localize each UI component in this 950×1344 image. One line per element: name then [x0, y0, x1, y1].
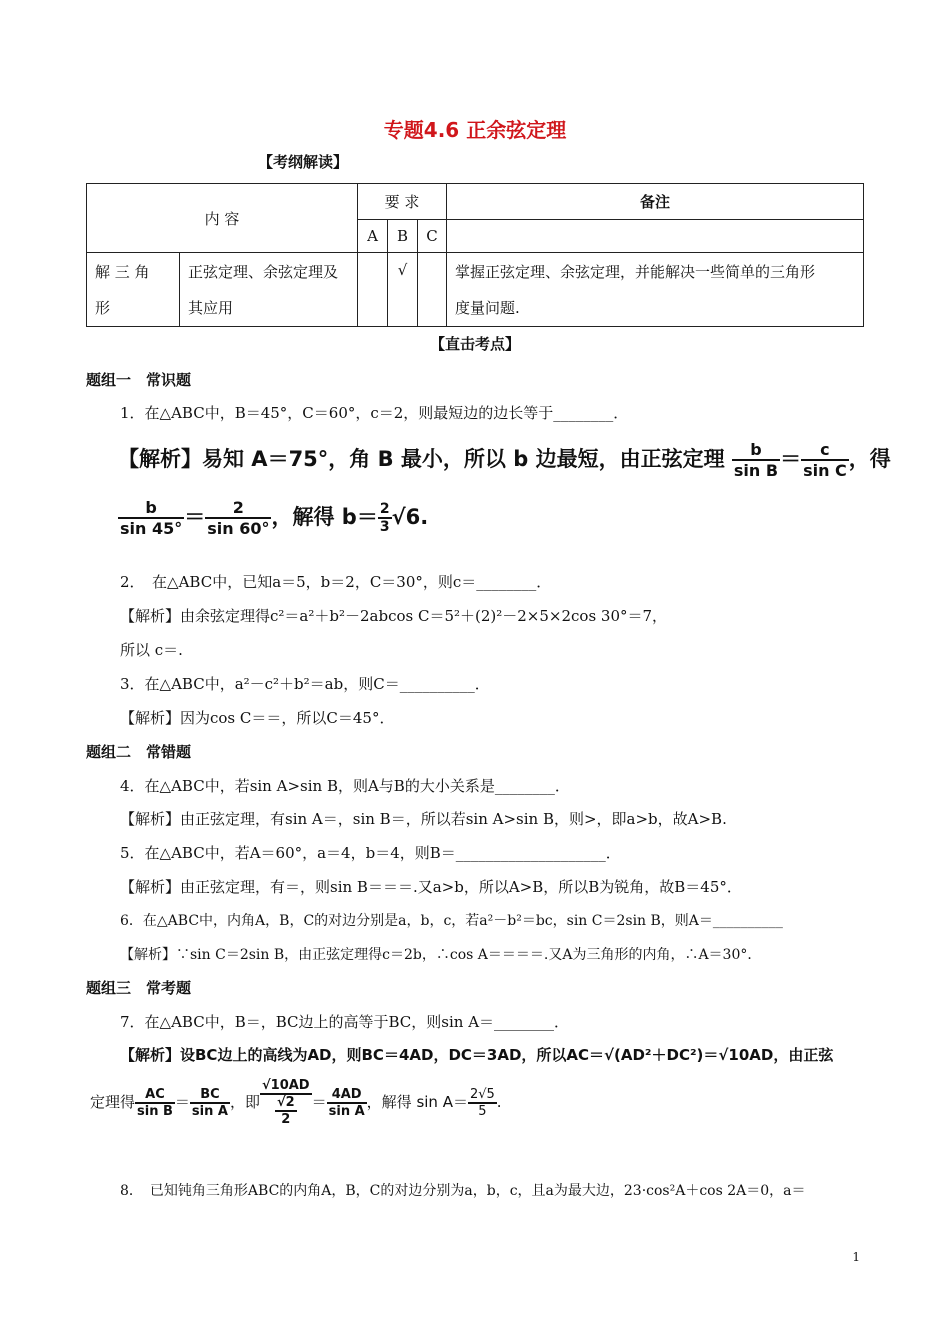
question-6: 6．在△ABC中，内角A，B，C的对边分别是a，b，c，若a²－b²＝bc，sin C＝2sin B，则A＝__________: [120, 913, 783, 929]
section-heading-outline: 【考纲解读】: [258, 153, 349, 171]
fraction-sqrt10ad: $\frac{√10AD}{\frac{√2}{2}}$: [261, 1078, 310, 1127]
answer-7-line2: 定理得 $\frac{AC}{\text{sin B}}$ ＝ $\frac{BC}{\text{sin A}}$ ，即 $\frac{√10AD}{\frac{√2}{2}}$ ＝ $\frac{4AD}{\text{sin A}}$ ，解得 sin A＝ $\frac{2√5}{5}$ .: [90, 1078, 502, 1127]
fraction-2sqrt5-5: $\frac{2√5}{5}$: [469, 1086, 495, 1119]
topic-line2: 形: [95, 298, 111, 317]
question-4: 4．在△ABC中，若sin A>sin B，则A与B的大小关系是________．: [120, 777, 570, 795]
header-note: 备注: [447, 184, 864, 220]
content-line2: 其应用: [188, 298, 234, 317]
answer-1-line1: 【解析】易知 A＝75°，角 B 最小，所以 b 边最短，由正弦定理 $\frac{b}{\text{sin B}}$ ＝ $\frac{c}{\text{sin C}}$ ，得: [118, 440, 891, 480]
question-2: 2． 在△ABC中，已知a＝5，b＝2，C＝30°，则c＝________．: [120, 573, 552, 591]
answer-7-result: ，解得 sin A＝: [366, 1093, 468, 1111]
question-7: 7．在△ABC中，B＝，BC边上的高等于BC，则sin A＝________．: [120, 1013, 570, 1031]
question-1: 1．在△ABC中，B＝45°，C＝60°，c＝2，则最短边的边长等于________．: [120, 404, 629, 422]
fraction-b-sinB: $\frac{b}{\text{sin B}}$: [733, 440, 779, 480]
question-8: 8． 已知钝角三角形ABC的内角A，B，C的对边分别为a，b，c，且a为最大边，23·cos²A＋cos 2A＝0，a＝: [120, 1183, 806, 1199]
fraction-c-sinC: $\frac{c}{\text{sin C}}$: [803, 440, 847, 480]
fraction-2-sin60: $\frac{2}{\sin 60^\circ}$: [207, 498, 270, 538]
note-cell: [447, 253, 864, 327]
answer-1-line2: $\frac{b}{\sin 45^\circ}$ ＝ $\frac{2}{\sin 60^\circ}$ ，解得 b＝ $\frac{2}{3}$ √6.: [120, 498, 429, 538]
note-line2: 度量问题.: [455, 298, 520, 317]
answer-5: 【解析】由正弦定理，有＝，则sin B＝＝＝.又a>b，所以A>B，所以B为锐角，故B＝45°．: [120, 878, 742, 896]
fraction-b-sin45: $\frac{b}{\sin 45^\circ}$: [120, 498, 183, 538]
content-line1: 正弦定理、余弦定理及: [188, 262, 339, 281]
topic-cell: [87, 253, 180, 327]
answer-7-ji: ，即: [229, 1093, 260, 1111]
group-heading-2: 题组二 常错题: [86, 743, 192, 761]
section-heading-points: 【直击考点】: [429, 335, 520, 353]
level-a: A: [358, 220, 388, 253]
header-requirement: 要 求: [358, 184, 447, 220]
answer-1-jiede: ，解得: [271, 505, 335, 529]
group-heading-3: 题组三 常考题: [86, 979, 192, 997]
page-number: 1: [852, 1250, 860, 1264]
fraction-bc-sina: $\frac{BC}{\text{sin A}}$: [191, 1086, 228, 1119]
answer-4: 【解析】由正弦定理，有sin A＝，sin B＝，所以若sin A>sin B，则>，即a>b，故A>B.: [120, 810, 727, 828]
fraction-ac-sinb: $\frac{AC}{\text{sin B}}$: [137, 1086, 173, 1119]
answer-7-line1: 【解析】设BC边上的高线为AD，则BC＝4AD，DC＝3AD，所以AC＝√(AD²＋DC²)＝√10AD，由正弦: [120, 1046, 834, 1064]
answer-1-sqrt6: √6.: [391, 505, 429, 529]
group-heading-1: 题组一 常识题: [86, 371, 192, 389]
fraction-4ad-sina: $\frac{4AD}{\text{sin A}}$: [328, 1086, 365, 1119]
answer-3: 【解析】因为cos C＝＝，所以C＝45°．: [120, 709, 395, 727]
answer-1-text: 【解析】易知 A＝75°，角 B 最小，所以 b 边最短，由正弦定理: [118, 447, 725, 471]
fraction-2-3: $\frac{2}{3}$: [379, 501, 390, 535]
page-title: 专题4.6 正余弦定理: [383, 118, 567, 142]
header-content: 内 容: [87, 184, 358, 253]
answer-6: 【解析】∵sin C＝2sin B，由正弦定理得c＝2b，∴cos A＝＝＝＝.又A为三角形的内角，∴A＝30°．: [120, 947, 762, 963]
question-5: 5．在△ABC中，若A＝60°，a＝4，b＝4，则B＝____________________．: [120, 844, 621, 862]
level-c: C: [418, 220, 447, 253]
answer-2: 【解析】由余弦定理得c²＝a²＋b²－2abcos C＝5²＋(2)²－2×5×2cos 30°＝7，: [120, 607, 668, 625]
answer-1-de: ，得: [848, 447, 891, 471]
question-3: 3．在△ABC中，a²－c²＋b²＝ab，则C＝__________．: [120, 675, 490, 693]
answer-7-prefix: 定理得: [90, 1093, 136, 1111]
syllabus-table: [86, 183, 864, 327]
answer-2b: 所以 c＝.: [120, 641, 183, 659]
check-mark: √: [388, 253, 418, 327]
content-cell: [180, 253, 358, 327]
topic-line1: 解 三 角: [95, 262, 150, 281]
answer-1-result: b＝: [341, 505, 378, 529]
level-b: B: [388, 220, 418, 253]
note-line1: 掌握正弦定理、余弦定理，并能解决一些简单的三角形: [455, 262, 816, 281]
